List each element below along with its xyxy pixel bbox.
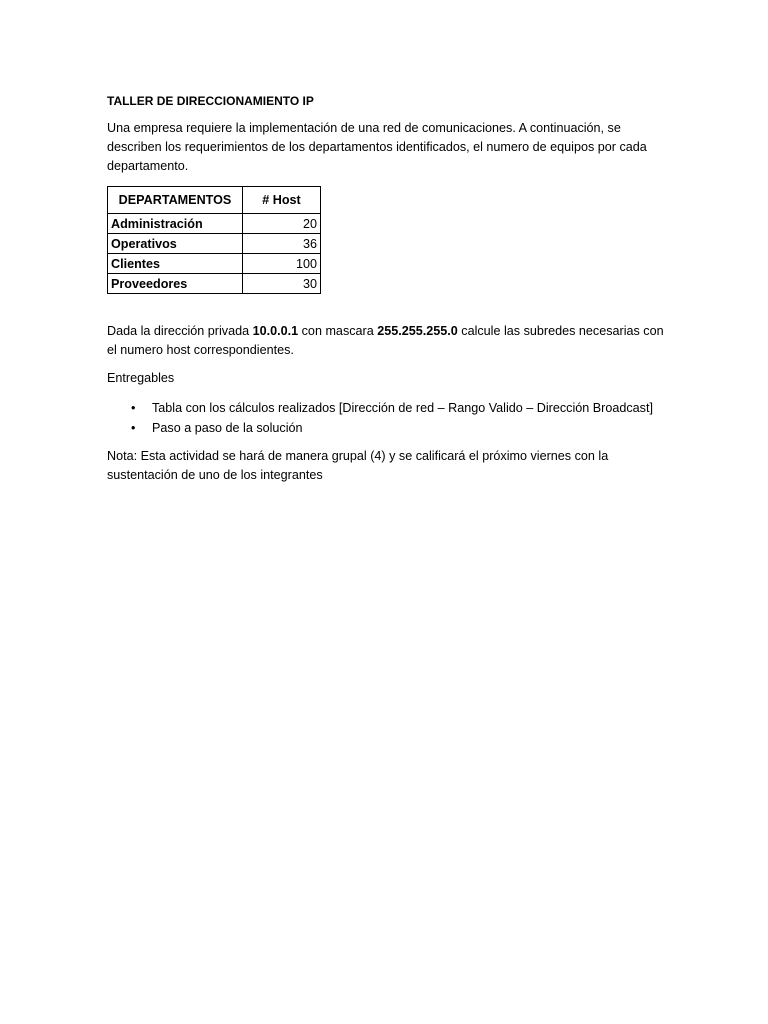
list-item — [107, 418, 667, 438]
document-title: TALLER DE DIRECCIONAMIENTO IP — [107, 94, 314, 108]
instruction-paragraph — [107, 322, 667, 360]
header-departamentos: DEPARTAMENTOS — [108, 187, 243, 214]
instruction-suffix: calcule las subredes necesarias con el numero host correspondientes. — [107, 324, 664, 357]
table-row — [108, 254, 321, 274]
table-header-row — [108, 187, 321, 214]
header-host: # Host — [243, 187, 321, 214]
subnet-mask: 255.255.255.0 — [377, 324, 458, 338]
department-cell: Administración — [108, 214, 243, 234]
table-row — [108, 274, 321, 294]
deliverables-list — [107, 398, 667, 438]
department-cell: Operativos — [108, 234, 243, 254]
note-paragraph: Nota: Esta actividad se hará de manera grupal (4) y se calificará el próximo viernes con la sustentación de uno de los integrantes — [107, 449, 609, 482]
department-cell: Proveedores — [108, 274, 243, 294]
bullet-icon: • — [131, 421, 136, 435]
deliverables-heading: Entregables — [107, 371, 175, 385]
list-item-text: Tabla con los cálculos realizados [Dirección de red – Rango Valido – Dirección Broadcast] — [152, 401, 653, 415]
department-cell: Clientes — [108, 254, 243, 274]
host-count-cell: 20 — [243, 214, 321, 234]
instruction-prefix: Dada la dirección privada — [107, 324, 253, 338]
document-page — [107, 92, 667, 485]
host-count-cell: 36 — [243, 234, 321, 254]
list-item — [107, 398, 667, 418]
host-count-cell: 100 — [243, 254, 321, 274]
bullet-icon: • — [131, 401, 136, 415]
ip-address: 10.0.0.1 — [252, 324, 299, 338]
table-row — [108, 214, 321, 234]
departments-table — [107, 186, 321, 294]
instruction-middle: con mascara — [298, 324, 378, 338]
table-row — [108, 234, 321, 254]
intro-paragraph: Una empresa requiere la implementación de una red de comunicaciones. A continuación, se describen los requerimientos de los departamentos identificados, el numero de equipos por cada departamento. — [107, 121, 647, 173]
list-item-text: Paso a paso de la solución — [152, 421, 303, 435]
host-count-cell: 30 — [243, 274, 321, 294]
